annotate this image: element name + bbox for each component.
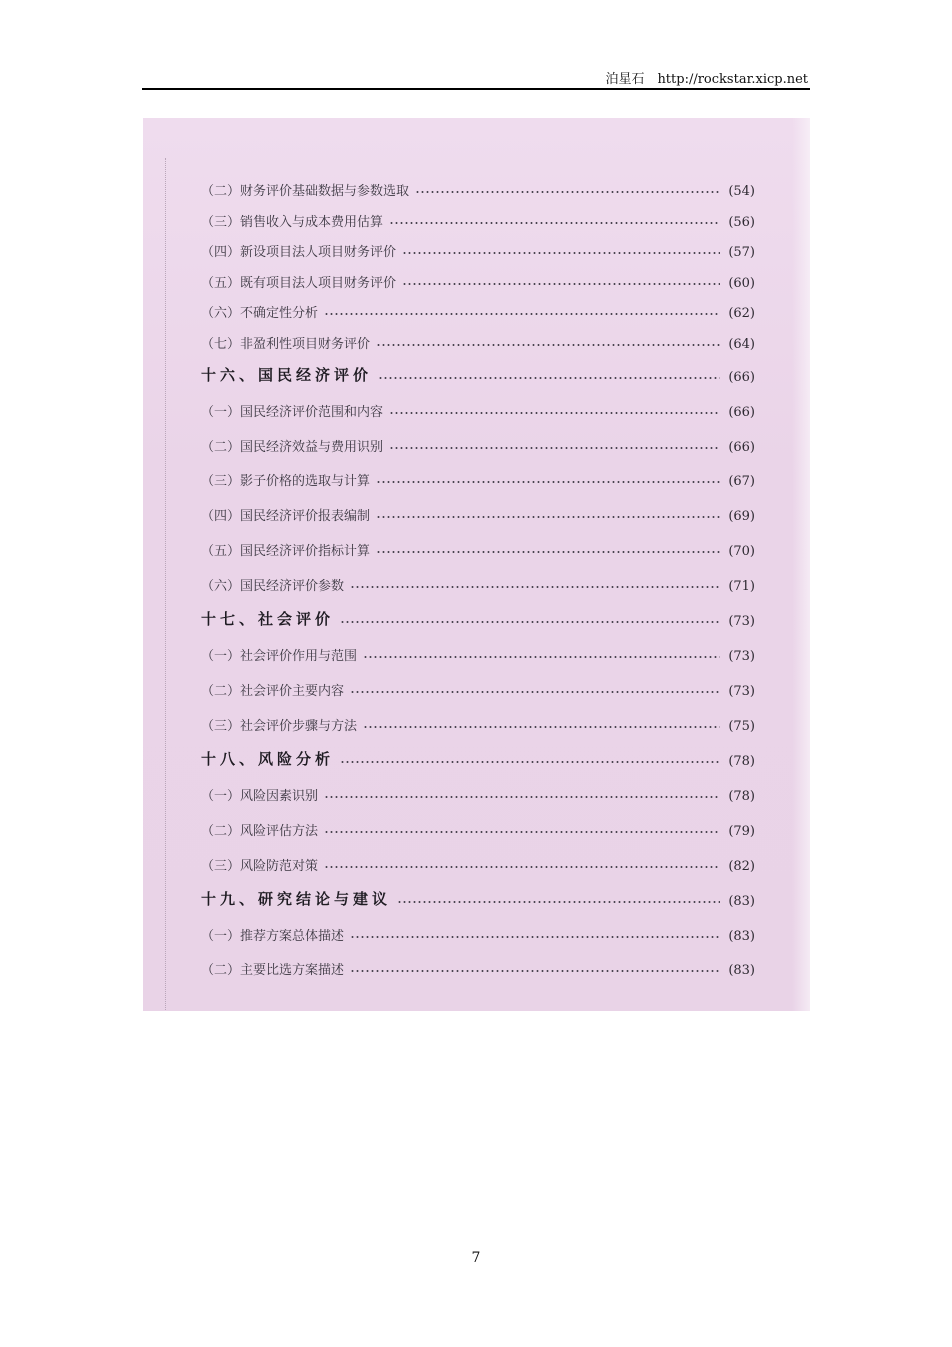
dot-leader [415,190,720,194]
toc-section-entry[interactable] [201,572,755,594]
page-header [142,66,810,90]
toc-entry-label: （三）影子价格的选取与计算 [201,474,371,489]
dot-leader [363,725,720,729]
dot-leader [402,251,720,255]
dot-leader [376,343,720,347]
toc-section-entry[interactable] [201,782,755,804]
toc-section-entry[interactable] [201,677,755,699]
dot-leader [389,411,720,415]
toc-entry-label: （一）国民经济评价范围和内容 [201,405,384,420]
toc-section-entry[interactable] [201,537,755,559]
toc-entry-page: (73) [728,614,755,629]
toc-entry-label: （一）社会评价作用与范围 [201,649,358,664]
toc-entry-page: (56) [728,215,755,230]
toc-entry-page: (60) [728,276,755,291]
toc-section-entry[interactable] [201,852,755,874]
toc-chapter-entry[interactable] [201,747,755,769]
toc-entry-label: （一）风险因素识别 [201,789,319,804]
toc-entry-page: (78) [728,754,755,769]
dot-leader [350,935,720,939]
toc-entry-page: (64) [728,337,755,352]
toc-section-entry[interactable] [201,208,755,230]
dot-leader [376,480,720,484]
toc-entry-page: (70) [728,544,755,559]
dot-leader [363,655,720,659]
toc-entry-page: (54) [728,184,755,199]
toc-section-entry[interactable] [201,269,755,291]
toc-entry-label: 十九、研究结论与建议 [201,890,392,908]
toc-section-entry[interactable] [201,712,755,734]
toc-entry-page: (83) [728,894,755,909]
table-of-contents [143,118,810,1011]
toc-entry-page: (82) [728,859,755,874]
dot-leader [324,865,720,869]
toc-entry-label: （三）销售收入与成本费用估算 [201,215,384,230]
dot-leader [376,550,720,554]
toc-entry-page: (73) [728,684,755,699]
dot-leader [376,515,720,519]
dot-leader [389,221,720,225]
toc-chapter-entry[interactable] [201,607,755,629]
toc-section-entry[interactable] [201,467,755,489]
header-text: 泊星石 http://rockstar.xicp.net [605,72,808,87]
toc-entry-page: (67) [728,474,755,489]
toc-entry-page: (66) [728,440,755,455]
toc-entry-page: (83) [728,929,755,944]
toc-entry-label: （六）不确定性分析 [201,306,319,321]
toc-section-entry[interactable] [201,299,755,321]
toc-entry-label: 十六、国民经济评价 [201,366,373,384]
toc-entry-label: （五）国民经济评价指标计算 [201,544,371,559]
dot-leader [397,900,720,904]
toc-entry-page: (66) [728,405,755,420]
dot-leader [389,446,720,450]
dot-leader [350,690,720,694]
dot-leader [378,376,720,380]
dot-leader [350,585,720,589]
toc-chapter-entry[interactable] [201,363,755,385]
toc-entry-label: （三）风险防范对策 [201,859,319,874]
toc-entry-label: （四）国民经济评价报表编制 [201,509,371,524]
dot-leader [402,282,720,286]
toc-section-entry[interactable] [201,398,755,420]
toc-entry-label: 十七、社会评价 [201,610,335,628]
toc-entry-label: （二）国民经济效益与费用识别 [201,440,384,455]
toc-entry-label: （三）社会评价步骤与方法 [201,719,358,734]
toc-section-entry[interactable] [201,642,755,664]
toc-entry-page: (66) [728,370,755,385]
toc-section-entry[interactable] [201,238,755,260]
toc-section-entry[interactable] [201,433,755,455]
toc-entry-label: （七）非盈利性项目财务评价 [201,337,371,352]
page-number: 7 [471,1250,481,1266]
dot-leader [324,795,720,799]
toc-section-entry[interactable] [201,817,755,839]
toc-entry-label: 十八、风险分析 [201,750,335,768]
toc-section-entry[interactable] [201,956,755,978]
toc-entry-label: （六）国民经济评价参数 [201,579,345,594]
toc-entry-page: (73) [728,649,755,664]
dot-leader [324,830,720,834]
toc-entry-page: (83) [728,963,755,978]
toc-entry-page: (78) [728,789,755,804]
dot-leader [340,760,720,764]
toc-entry-page: (79) [728,824,755,839]
scanned-toc-page [143,118,810,1011]
toc-entry-label: （二）社会评价主要内容 [201,684,345,699]
toc-section-entry[interactable] [201,502,755,524]
toc-entry-label: （四）新设项目法人项目财务评价 [201,245,397,260]
toc-entry-page: (69) [728,509,755,524]
toc-section-entry[interactable] [201,330,755,352]
toc-entry-label: （五）既有项目法人项目财务评价 [201,276,397,291]
toc-section-entry[interactable] [201,922,755,944]
toc-entry-label: （二）主要比选方案描述 [201,963,345,978]
dot-leader [324,312,720,316]
toc-chapter-entry[interactable] [201,887,755,909]
dot-leader [340,620,720,624]
toc-entry-label: （二）财务评价基础数据与参数选取 [201,184,410,199]
toc-entry-page: (75) [728,719,755,734]
toc-entry-label: （二）风险评估方法 [201,824,319,839]
toc-section-entry[interactable] [201,177,755,199]
toc-entry-page: (71) [728,579,755,594]
toc-entry-page: (62) [728,306,755,321]
dot-leader [350,969,720,973]
toc-entry-label: （一）推荐方案总体描述 [201,929,345,944]
toc-entry-page: (57) [728,245,755,260]
